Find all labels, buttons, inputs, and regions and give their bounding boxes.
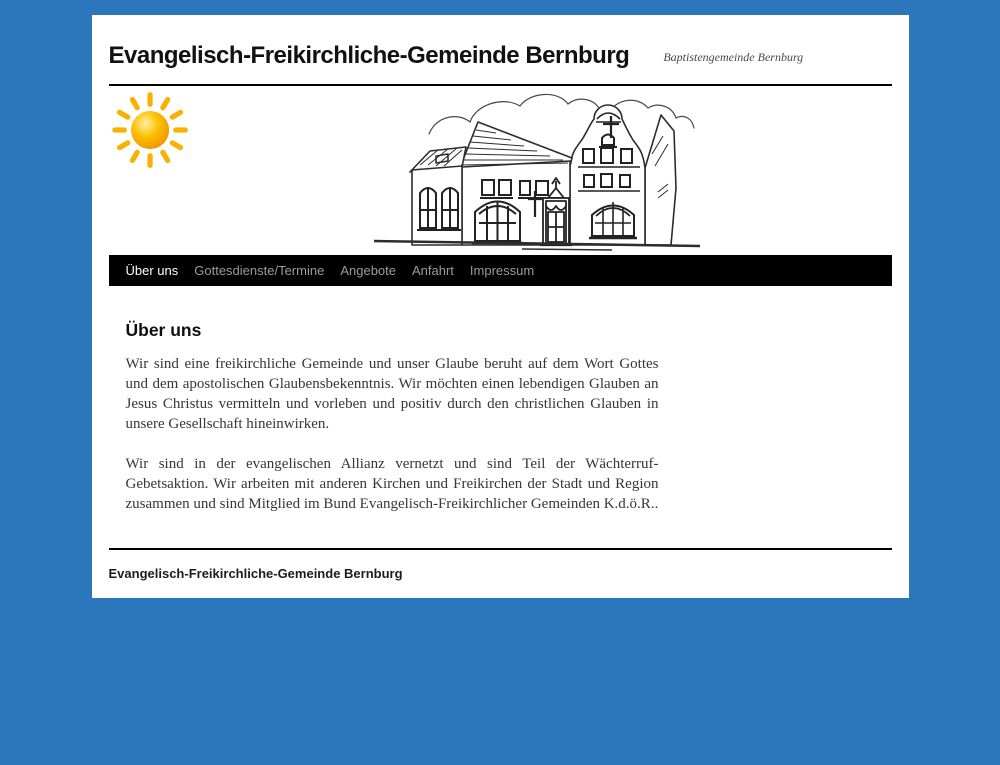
nav-item-ueber-uns[interactable]: Über uns [125, 263, 179, 279]
about-paragraph-1: Wir sind eine freikirchliche Gemeinde und unser Glaube beruht auf dem Wort Gottes und dem apostolischen Glaubensbekenntnis. Wir möchten einen lebendigen Glauben an Jesus Christus vermitteln und vorleben und positiv durch den christlichen Glauben in unsere Gesellschaft hineinwirken. [125, 356, 659, 433]
about-paragraph-2: Wir sind in der evangelischen Allianz vernetzt und sind Teil der Wächterruf-Gebetsaktion. Wir arbeiten mit anderen Kirchen und Freikirchen der Stadt und Region zusammen und sind Mitglied im Bund Evangelisch-Freikirchlicher Gemeinden K.d.ö.R.. [125, 456, 659, 513]
nav-item-angebote[interactable]: Angebote [340, 263, 396, 279]
site-description: Baptistengemeinde Bernburg [663, 50, 804, 65]
nav-item-gottesdienste-termine[interactable]: Gottesdienste/Termine [194, 263, 325, 279]
site-footer [109, 548, 892, 581]
header-image [109, 86, 892, 255]
site-title[interactable]: Evangelisch-Freikirchliche-Gemeinde Bernburg [108, 42, 630, 69]
page-title: Über uns [125, 320, 202, 341]
main-nav [109, 255, 892, 286]
sun-icon [110, 90, 192, 170]
main-content [109, 286, 892, 548]
masthead [109, 15, 892, 86]
nav-item-anfahrt[interactable]: Anfahrt [412, 263, 454, 279]
site-container [92, 15, 909, 598]
footer-site-name[interactable]: Evangelisch-Freikirchliche-Gemeinde Bernburg [108, 566, 403, 582]
church-drawing [372, 88, 702, 253]
nav-item-impressum[interactable]: Impressum [469, 263, 535, 279]
